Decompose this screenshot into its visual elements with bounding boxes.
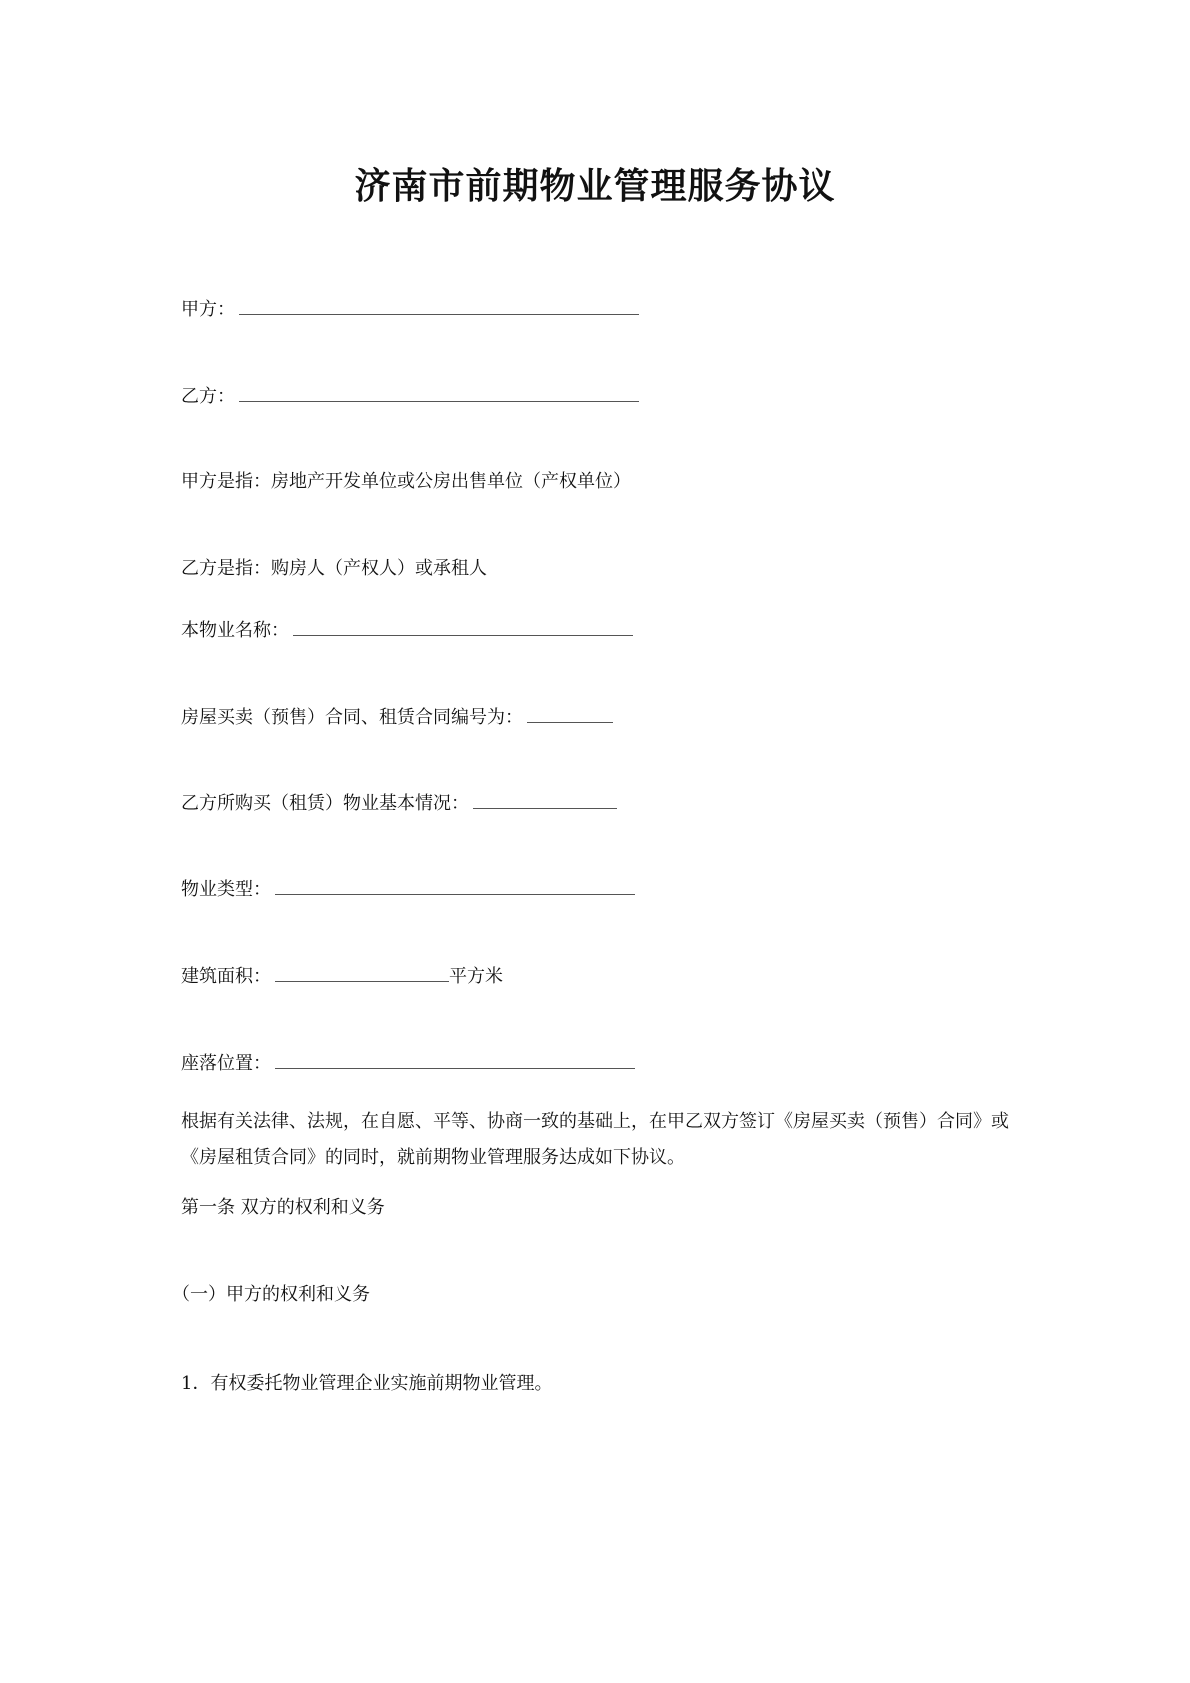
property-type-label: 物业类型： [181, 879, 271, 900]
basic-info-blank[interactable] [473, 790, 617, 809]
document-title: 济南市前期物业管理服务协议 [354, 165, 836, 207]
property-name-blank[interactable] [293, 617, 633, 636]
contract-number-label: 房屋买卖（预售）合同、租赁合同编号为： [181, 707, 523, 728]
basic-info-label: 乙方所购买（租赁）物业基本情况： [181, 793, 469, 814]
contract-number-blank[interactable] [527, 704, 613, 723]
party-b-definition: 乙方是指：购房人（产权人）或承租人 [181, 558, 487, 579]
location-label: 座落位置： [181, 1053, 271, 1074]
party-b-label: 乙方： [181, 386, 235, 407]
article-1-heading: 第一条 双方的权利和义务 [181, 1197, 385, 1218]
item-1: 1．有权委托物业管理企业实施前期物业管理。 [181, 1373, 553, 1394]
party-a-definition: 甲方是指：房地产开发单位或公房出售单位（产权单位） [181, 471, 631, 492]
location-blank[interactable] [275, 1050, 635, 1069]
area-blank[interactable] [275, 963, 449, 982]
party-a-field [181, 296, 639, 322]
party-b-blank[interactable] [239, 383, 639, 402]
property-name-field [181, 617, 633, 643]
property-type-field [181, 876, 635, 902]
preamble-paragraph: 根据有关法律、法规，在自愿、平等、协商一致的基础上，在甲乙双方签订《房屋买卖（预售）合同》或《房屋租赁合同》的同时，就前期物业管理服务达成如下协议。 [181, 1111, 1009, 1168]
basic-info-field [181, 790, 617, 816]
property-type-blank[interactable] [275, 876, 635, 895]
area-label: 建筑面积： [181, 966, 271, 987]
party-a-blank[interactable] [239, 296, 639, 315]
property-name-label: 本物业名称： [181, 620, 289, 641]
location-field [181, 1050, 635, 1076]
party-b-field [181, 383, 639, 409]
contract-number-field [181, 704, 613, 730]
area-field [181, 963, 503, 989]
section-1-heading: （一）甲方的权利和义务 [172, 1284, 370, 1305]
party-a-label: 甲方： [181, 299, 235, 320]
area-unit: 平方米 [449, 966, 503, 987]
